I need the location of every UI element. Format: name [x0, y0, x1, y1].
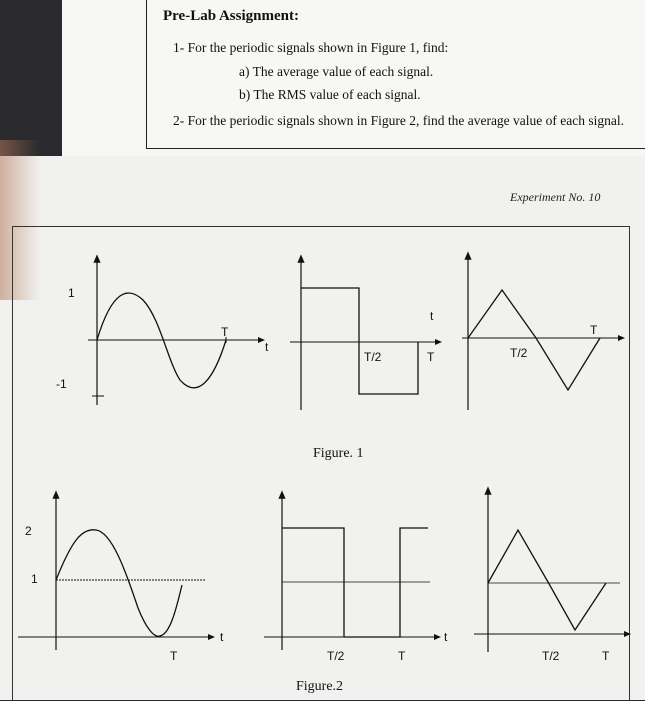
fig2-triangle-plot [474, 490, 628, 663]
fig2-square-plot [264, 494, 448, 663]
question-1b: b) The RMS value of each signal. [239, 87, 421, 102]
question-1a: a) The average value of each signal. [239, 64, 434, 79]
fig2-y-label-1: 1 [31, 572, 38, 586]
question-1: 1- For the periodic signals shown in Figure 1, find: [173, 40, 449, 55]
fig1-triangle-plot [462, 255, 622, 410]
fig1-triangle-period: T [590, 323, 598, 337]
fig1-square-plot [290, 258, 439, 410]
question-2: 2- For the periodic signals shown in Figure 2, find the average value of each signal. [173, 113, 625, 128]
fig1-sine-plot [56, 258, 269, 405]
fig1-square-half: T/2 [364, 350, 382, 364]
figure2-caption: Figure.2 [296, 679, 344, 694]
fig2-triangle-half: T/2 [542, 649, 560, 663]
fig1-sine-axis: t [265, 340, 269, 354]
fig2-triangle-period: T [602, 649, 610, 663]
figure1-caption: Figure. 1 [313, 446, 364, 461]
fig2-y-label-2: 2 [25, 524, 32, 538]
fig1-square-axis: t [430, 309, 434, 323]
fig2-square-half: T/2 [327, 649, 345, 663]
fig1-sine-y-low: -1 [56, 377, 67, 391]
fig2-square-period: T [398, 649, 406, 663]
fig1-sine-y-high: 1 [68, 286, 75, 300]
fig2-sine-axis: t [220, 630, 224, 644]
fig2-square-axis: t [444, 630, 448, 644]
fig1-sine-period: T [221, 325, 229, 339]
fig1-triangle-half: T/2 [510, 346, 528, 360]
prelab-heading: Pre-Lab Assignment: [163, 8, 299, 24]
fig1-square-period: T [427, 350, 435, 364]
experiment-label: Experiment No. 10 [510, 190, 601, 204]
fig2-sine-plot [18, 494, 224, 663]
fig2-sine-period: T [170, 649, 178, 663]
